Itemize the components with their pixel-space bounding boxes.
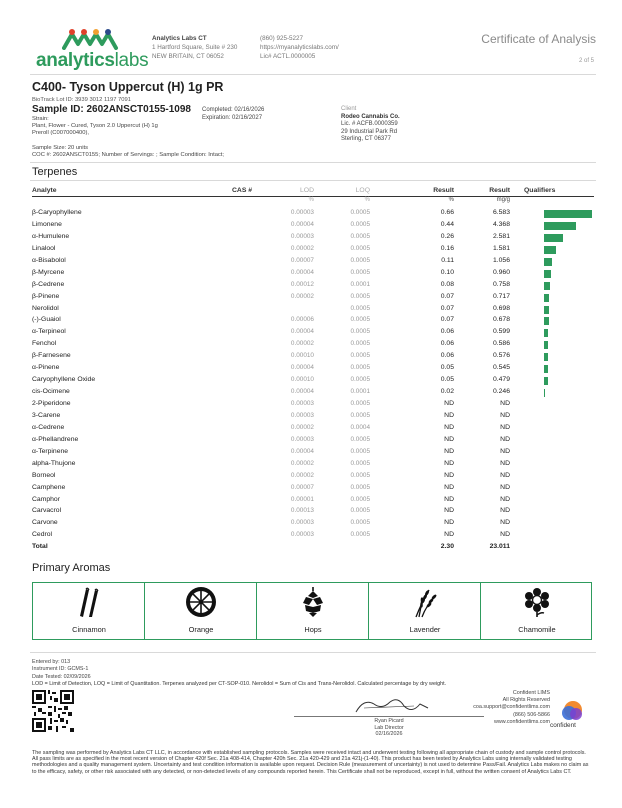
loq-cell: 0.0005 [350, 364, 370, 372]
analyte-cell: 3-Carene [32, 411, 61, 419]
result-mg-cell: 0.576 [492, 352, 510, 360]
result-mg-cell: 0.599 [492, 328, 510, 336]
section-divider [30, 162, 596, 163]
qualifier-bar [544, 353, 548, 361]
result-mg-cell: ND [500, 531, 510, 539]
qualifier-bar [544, 306, 549, 314]
qualifier-bar [544, 294, 549, 302]
aroma-hops: Hops [257, 583, 369, 639]
result-pct-cell: ND [444, 447, 454, 455]
qualifier-bar [544, 258, 552, 266]
loq-cell: 0.0005 [350, 435, 370, 443]
lod-cell: 0.00003 [290, 435, 314, 443]
table-row [32, 412, 594, 424]
loq-cell: 0.0005 [350, 411, 370, 419]
qualifier-bar [544, 246, 556, 254]
loq-cell: 0.0005 [350, 447, 370, 455]
analyte-cell: Linalool [32, 244, 56, 252]
col-result-pct: Result [433, 187, 454, 194]
aroma-chamomile: Chamomile [481, 583, 593, 639]
result-pct-cell: 0.07 [440, 304, 454, 312]
lod-cell: 0.00013 [290, 507, 314, 515]
lod-cell: 0.00001 [290, 495, 314, 503]
result-pct-cell: 0.11 [441, 256, 454, 264]
table-row [32, 221, 594, 233]
analyte-cell: Cedrol [32, 531, 53, 539]
result-pct-cell: 0.26 [440, 232, 454, 240]
client-info: Client Rodeo Cannabis Co. Lic. # ACFB.0000359 29 Industrial Park Rd Sterling, CT 06377 [341, 106, 400, 143]
lod-cell: 0.00003 [290, 531, 314, 539]
cinnamon-icon [73, 586, 105, 618]
table-row [32, 507, 594, 519]
table-row [32, 376, 594, 388]
analyte-cell: β-Myrcene [32, 268, 65, 276]
lab-address: Analytics Labs CT 1 Hartford Square, Suite # 230 NEW BRITAIN, CT 06052 [152, 35, 238, 60]
table-row [32, 484, 594, 496]
sample-size-info: Sample Size: 20 units COC #: 2602ANSCT0155; Number of Servings: ; Sample Condition: Intact; [32, 145, 225, 159]
lod-cell: 0.00004 [290, 268, 314, 276]
lod-cell: 0.00006 [290, 316, 314, 324]
result-pct-cell: ND [444, 423, 454, 431]
analyte-cell: α-Terpinene [32, 447, 69, 455]
analyte-cell: α-Humulene [32, 232, 70, 240]
result-pct-cell: ND [444, 400, 454, 407]
result-mg-cell: ND [500, 471, 510, 479]
qualifier-bar [544, 377, 548, 385]
table-row [32, 233, 594, 245]
result-mg-cell: 0.246 [492, 388, 510, 396]
result-mg-cell: 0.479 [492, 376, 510, 384]
table-row [32, 305, 594, 317]
aroma-lavender: Lavender [369, 583, 481, 639]
loq-cell: 0.0005 [350, 232, 370, 240]
terpenes-table-header [32, 187, 594, 196]
result-mg-cell: ND [500, 495, 510, 503]
loq-cell: 0.0005 [350, 471, 370, 479]
result-mg-cell: 0.586 [492, 340, 510, 348]
lod-cell: 0.00004 [290, 220, 314, 228]
result-mg-cell: 0.698 [492, 304, 510, 312]
lod-cell: 0.00003 [290, 519, 314, 527]
analyte-cell: cis-Ocimene [32, 388, 70, 396]
qualifier-bar [544, 341, 548, 349]
analyte-cell: β-Caryophyllene [32, 209, 82, 216]
aroma-orange: Orange [145, 583, 257, 639]
table-row [32, 257, 594, 269]
lod-cell: 0.00004 [290, 328, 314, 336]
lab-contact: (860) 925-5227 https://myanalyticslabs.com/ Lic# ACTL.0000005 [260, 35, 339, 60]
lims-info: Confident LIMS All Rights Reserved coa.support@confidentlims.com (866) 506-5866 www.confidentlims.com [473, 690, 550, 725]
signature-line [294, 716, 484, 717]
analyte-cell: (-)-Guaiol [32, 316, 61, 324]
result-pct-cell: ND [444, 531, 454, 539]
analytics-labs-logo-icon [62, 28, 126, 50]
biotrack-lot-id: BioTrack Lot ID: 3939 3012 1197 7091 [32, 97, 131, 103]
total-label: Total [32, 543, 48, 551]
col-qualifiers: Qualifiers [524, 187, 556, 194]
result-mg-cell: 2.581 [492, 232, 510, 240]
disclaimer-text: The sampling was performed by Analytics Labs CT LLC, in accordance with established sampling protocols. Samples were received intact and underwent testing following all appropriate chain of custody and sample control protocols. All pass limits are as specified in the most recent version of Chapter 420f Sec. 21a 408-414, Chapter 420h Sec. 21a 420-429 and 21a 421j-(1-40). This product has been tested by Analytics Labs using internally validated testing methodologies and a quality management system. Uncertainty and test condition information is available upon request. Decision Rule (measurement of uncertainty) is not used to determine Pass/Fail. Analytics Labs makes no claim as to the efficacy, safety, or other risk associated with any detected, or non-detected levels of any compounds reported herein. This Certificate shall not be reproduced, except in full, without the written consent of Analytics Labs CT. [32, 750, 589, 775]
analyte-cell: Caryophyllene Oxide [32, 376, 96, 384]
result-mg-cell: 1.581 [492, 244, 510, 252]
product-title: C400- Tyson Uppercut (H) 1g PR [32, 80, 224, 94]
table-row [32, 448, 594, 460]
col-cas: CAS # [232, 187, 253, 194]
table-row [32, 245, 594, 257]
analyte-cell: Carvone [32, 519, 58, 527]
lod-cell: 0.00004 [290, 364, 314, 372]
analyte-cell: Camphor [32, 495, 60, 503]
lod-cell: 0.00003 [290, 232, 314, 240]
result-pct-cell: ND [444, 483, 454, 491]
loq-cell: 0.0004 [350, 423, 370, 431]
result-pct-cell: 0.05 [440, 376, 454, 384]
lod-cell: 0.00002 [290, 423, 314, 431]
confident-wordmark: confident [550, 722, 576, 729]
result-pct-cell: 0.66 [440, 209, 454, 216]
loq-cell: 0.0005 [350, 256, 370, 264]
table-row [32, 293, 594, 305]
result-mg-cell: ND [500, 435, 510, 443]
lod-cell: 0.00002 [290, 459, 314, 467]
analyte-cell: Fenchol [32, 340, 57, 348]
terpenes-units-row: % % % mg/g [308, 197, 510, 203]
loq-cell: 0.0005 [350, 340, 370, 348]
result-pct-cell: ND [444, 411, 454, 419]
loq-cell: 0.0005 [350, 220, 370, 228]
loq-cell: 0.0005 [350, 316, 370, 324]
result-mg-cell: 0.545 [492, 364, 510, 372]
qualifier-bar [544, 222, 576, 230]
lod-cell: 0.00012 [290, 280, 314, 288]
analyte-cell: β-Farnesene [32, 352, 71, 360]
test-notes: Entered by: 013 Instrument ID: GCMS-1 Date Tested: 02/09/2026 LOD = Limit of Detection, LOQ = Limit of Quantitation. Terpenes analyzed per CT-SOP-010. Nerolidol = Sum of Cis and Trans-Nerolidol. Calculated percentage by dry weight. [32, 659, 447, 688]
result-mg-cell: ND [500, 483, 510, 491]
lavender-icon [409, 586, 441, 618]
terpenes-table-body [32, 209, 594, 555]
terpenes-section-title: Terpenes [32, 166, 78, 178]
result-pct-cell: 0.02 [440, 388, 454, 396]
loq-cell: 0.0005 [350, 400, 370, 407]
result-pct-cell: 0.05 [440, 364, 454, 372]
table-row [32, 460, 594, 472]
qualifier-bar [544, 329, 548, 337]
loq-cell: 0.0005 [350, 483, 370, 491]
analyte-cell: alpha-Thujone [32, 459, 76, 467]
result-mg-cell: 0.717 [492, 292, 510, 300]
table-row [32, 209, 594, 221]
result-pct-cell: 0.10 [440, 268, 454, 276]
lod-cell: 0.00004 [290, 388, 314, 396]
table-row [32, 328, 594, 340]
loq-cell: 0.0001 [350, 280, 370, 288]
lod-cell: 0.00003 [290, 209, 314, 216]
hops-icon [297, 586, 329, 618]
table-row [32, 472, 594, 484]
result-pct-cell: ND [444, 471, 454, 479]
result-pct-cell: 0.06 [440, 328, 454, 336]
result-mg-cell: 4.368 [492, 220, 510, 228]
result-mg-cell: 0.678 [492, 316, 510, 324]
lod-cell: 0.00003 [290, 400, 314, 407]
lims-email-link[interactable]: coa.support@confidentlims.com [473, 704, 550, 711]
table-row [32, 496, 594, 508]
result-pct-cell: 0.07 [440, 292, 454, 300]
analyte-cell: Nerolidol [32, 304, 59, 312]
qualifier-bar [544, 210, 592, 218]
document-title: Certificate of Analysis [481, 32, 596, 46]
loq-cell: 0.0005 [350, 376, 370, 384]
qualifier-bar [544, 317, 549, 325]
loq-cell: 0.0001 [350, 388, 370, 396]
analyte-cell: α-Phellandrene [32, 435, 79, 443]
result-pct-cell: ND [444, 507, 454, 515]
result-pct-cell: 0.07 [440, 316, 454, 324]
result-mg-cell: ND [500, 423, 510, 431]
loq-cell: 0.0005 [350, 519, 370, 527]
test-dates: Completed: 02/16/2026 Expiration: 02/16/2027 [202, 107, 265, 121]
qualifier-bar [544, 389, 545, 397]
analyte-cell: α-Pinene [32, 364, 60, 372]
total-pct: 2.30 [440, 543, 454, 551]
header-divider [30, 74, 596, 75]
result-pct-cell: 0.06 [440, 340, 454, 348]
loq-cell: 0.0005 [350, 495, 370, 503]
loq-cell: 0.0005 [350, 209, 370, 216]
table-row [32, 352, 594, 364]
col-result-mg: Result [489, 187, 510, 194]
result-mg-cell: ND [500, 400, 510, 407]
qualifier-bar [544, 365, 548, 373]
aromas-section-title: Primary Aromas [32, 562, 111, 574]
table-row [32, 388, 594, 400]
loq-cell: 0.0005 [350, 304, 370, 312]
analyte-cell: β-Cedrene [32, 280, 65, 288]
loq-cell: 0.0005 [350, 459, 370, 467]
col-lod: LOD [300, 187, 314, 194]
result-mg-cell: 6.583 [492, 209, 510, 216]
analyte-cell: α-Bisabolol [32, 256, 66, 264]
aromas-panel [32, 582, 592, 640]
analyte-cell: β-Pinene [32, 292, 60, 300]
strain-info: Strain: Plant, Flower - Cured, Tyson 2.0 Uppercut (H) 1g Preroll (C007000400), [32, 116, 158, 137]
lod-cell: 0.00002 [290, 292, 314, 300]
result-pct-cell: ND [444, 519, 454, 527]
table-row [32, 531, 594, 543]
lab-website-link[interactable]: https://myanalyticslabs.com/ [260, 44, 339, 51]
table-row [32, 424, 594, 436]
result-pct-cell: 0.16 [440, 244, 454, 252]
analyte-cell: Camphene [32, 483, 66, 491]
orange-icon [185, 586, 217, 618]
signature-image [294, 696, 484, 716]
table-row [32, 340, 594, 352]
total-mg: 23.011 [489, 543, 510, 551]
lod-cell: 0.00002 [290, 244, 314, 252]
lims-website-link[interactable]: www.confidentlims.com [493, 718, 550, 725]
sample-id: Sample ID: 2602ANSCT0155-1098 [32, 104, 191, 115]
aroma-cinnamon: Cinnamon [33, 583, 145, 639]
lod-cell: 0.00004 [290, 447, 314, 455]
result-mg-cell: 0.960 [492, 268, 510, 276]
loq-cell: 0.0005 [350, 507, 370, 515]
result-pct-cell: ND [444, 459, 454, 467]
result-pct-cell: 0.08 [440, 280, 454, 288]
result-mg-cell: ND [500, 447, 510, 455]
lod-cell: 0.00007 [290, 256, 314, 264]
logo-wordmark: analyticslabs [36, 50, 149, 71]
loq-cell: 0.0005 [350, 244, 370, 252]
result-mg-cell: ND [500, 459, 510, 467]
result-pct-cell: 0.06 [440, 352, 454, 360]
analyte-cell: Limonene [32, 220, 62, 228]
analyte-cell: Carvacrol [32, 507, 62, 515]
loq-cell: 0.0005 [350, 352, 370, 360]
result-mg-cell: 0.758 [492, 280, 510, 288]
table-row [32, 281, 594, 293]
analyte-cell: α-Terpineol [32, 328, 66, 336]
table-row [32, 364, 594, 376]
col-loq: LOQ [355, 187, 370, 194]
lod-cell: 0.00003 [290, 411, 314, 419]
result-mg-cell: 1.056 [492, 256, 510, 264]
result-pct-cell: ND [444, 435, 454, 443]
table-row [32, 316, 594, 328]
qualifier-bar [544, 234, 563, 242]
col-analyte: Analyte [32, 187, 57, 194]
chamomile-icon [521, 586, 553, 618]
table-row [32, 519, 594, 531]
qualifier-bar [544, 282, 550, 290]
lod-cell: 0.00010 [290, 352, 314, 360]
loq-cell: 0.0005 [350, 292, 370, 300]
result-mg-cell: ND [500, 411, 510, 419]
qualifier-bar [544, 270, 551, 278]
qr-code-icon[interactable] [32, 690, 74, 732]
table-row [32, 269, 594, 281]
result-mg-cell: ND [500, 507, 510, 515]
terpenes-divider [30, 180, 596, 181]
loq-cell: 0.0005 [350, 531, 370, 539]
analyte-cell: α-Cedrene [32, 423, 65, 431]
analyte-cell: Borneol [32, 471, 56, 479]
coa-header [36, 28, 596, 72]
lod-cell: 0.00007 [290, 483, 314, 491]
loq-cell: 0.0005 [350, 328, 370, 336]
table-row [32, 436, 594, 448]
footer-divider [30, 652, 596, 653]
analyte-cell: 2-Piperidone [32, 400, 71, 407]
result-pct-cell: ND [444, 495, 454, 503]
total-row [32, 543, 594, 555]
loq-cell: 0.0005 [350, 268, 370, 276]
result-pct-cell: 0.44 [440, 220, 454, 228]
lod-cell: 0.00002 [290, 471, 314, 479]
lod-cell: 0.00010 [290, 376, 314, 384]
signer-info: Ryan Picard Lab Director 02/16/2026 [374, 718, 404, 738]
table-row [32, 400, 594, 412]
lod-cell: 0.00002 [290, 340, 314, 348]
result-mg-cell: ND [500, 519, 510, 527]
page-number: 2 of 5 [578, 58, 594, 64]
